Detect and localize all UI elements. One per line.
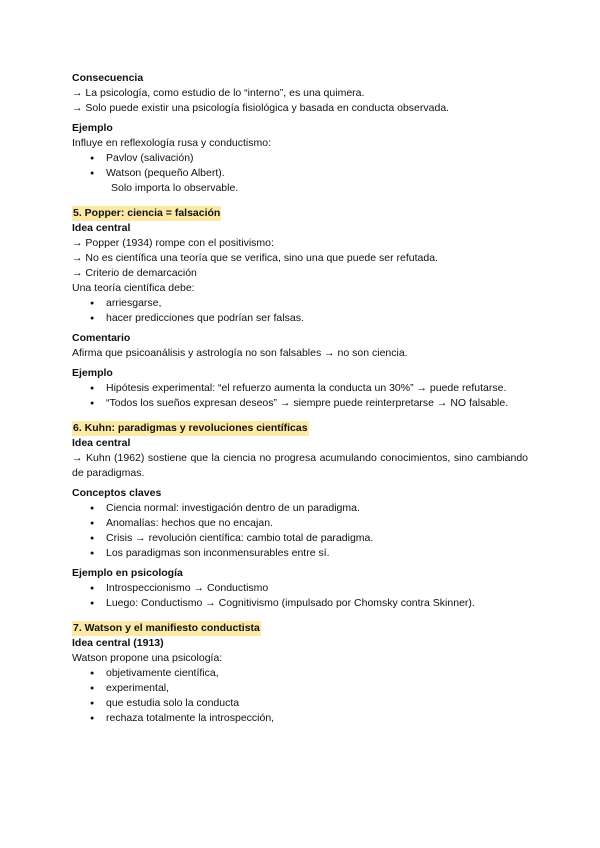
document-content xyxy=(72,71,528,726)
list-item: ● experimental, xyxy=(72,681,528,696)
list-item: ● Hipótesis experimental: “el refuerzo aumenta la conducta un 30%” → puede refutarse. xyxy=(72,381,528,396)
section-5-ejemplo-list xyxy=(72,381,528,411)
section-6-idea-text: → Kuhn (1962) sostiene que la ciencia no progresa acumulando conocimientos, sino cambiando de paradigmas. xyxy=(72,452,528,479)
list-item: ● arriesgarse, xyxy=(72,296,528,311)
list-item: ● rechaza totalmente la introspección, xyxy=(72,711,528,726)
section-7-list xyxy=(72,666,528,726)
list-item: ● Ciencia normal: investigación dentro de un paradigma. xyxy=(72,501,528,516)
list-item: ● Introspeccionismo → Conductismo xyxy=(72,581,528,596)
list-item: ● que estudia solo la conducta xyxy=(72,696,528,711)
list-item: ● hacer predicciones que podrían ser falsas. xyxy=(72,311,528,326)
section-6-title: 6. Kuhn: paradigmas y revoluciones científicas xyxy=(73,422,308,434)
section-5-idea-line-2: → No es científica una teoría que se verifica, sino una que puede ser refutada. xyxy=(72,252,438,264)
section-7-intro: Watson propone una psicología: xyxy=(72,652,223,664)
consecuencia-line-2: → Solo puede existir una psicología fisiológica y basada en conducta observada. xyxy=(72,102,450,114)
list-item: ● Los paradigmas son inconmensurables entre sí. xyxy=(72,546,528,561)
list-item: ● Pavlov (salivación) xyxy=(72,151,528,166)
ejemplo-list xyxy=(72,151,528,181)
list-item: ● Watson (pequeño Albert). xyxy=(72,166,528,181)
section-7-title: 7. Watson y el manifiesto conductista xyxy=(73,622,260,634)
section-6-ejemplo-list xyxy=(72,581,528,611)
section-5-title: 5. Popper: ciencia = falsación xyxy=(73,207,221,219)
section-5-debe-list xyxy=(72,296,528,326)
list-item: ● Crisis → revolución científica: cambio total de paradigma. xyxy=(72,531,528,546)
list-item: ● Anomalías: hechos que no encajan. xyxy=(72,516,528,531)
section-6-ejemplo-heading: Ejemplo en psicología xyxy=(72,567,183,579)
section-5-ejemplo-heading: Ejemplo xyxy=(72,367,113,379)
consecuencia-heading: Consecuencia xyxy=(72,72,144,84)
section-7-idea-heading: Idea central (1913) xyxy=(72,637,164,649)
section-5-idea-heading: Idea central xyxy=(72,222,131,234)
section-6-idea-heading: Idea central xyxy=(72,437,131,449)
section-5-comentario-heading: Comentario xyxy=(72,332,131,344)
section-6-conceptos-list xyxy=(72,501,528,561)
ejemplo-heading: Ejemplo xyxy=(72,122,113,134)
ejemplo-extra: Solo importa lo observable. xyxy=(111,182,239,194)
section-5-idea-line-1: → Popper (1934) rompe con el positivismo: xyxy=(72,237,274,249)
section-6-conceptos-heading: Conceptos claves xyxy=(72,487,162,499)
ejemplo-intro: Influye en reflexología rusa y conductismo: xyxy=(72,137,272,149)
section-5-debe-intro: Una teoría científica debe: xyxy=(72,282,195,294)
consecuencia-line-1: → La psicología, como estudio de lo “interno”, es una quimera. xyxy=(72,87,365,99)
section-5-comentario-text: Afirma que psicoanálisis y astrología no son falsables → no son ciencia. xyxy=(72,347,408,359)
list-item: ● objetivamente científica, xyxy=(72,666,528,681)
list-item: ● “Todos los sueños expresan deseos” → siempre puede reinterpretarse → NO falsable. xyxy=(72,396,528,411)
list-item: ● Luego: Conductismo → Cognitivismo (impulsado por Chomsky contra Skinner). xyxy=(72,596,528,611)
section-5-idea-line-3: → Criterio de demarcación xyxy=(72,267,197,279)
